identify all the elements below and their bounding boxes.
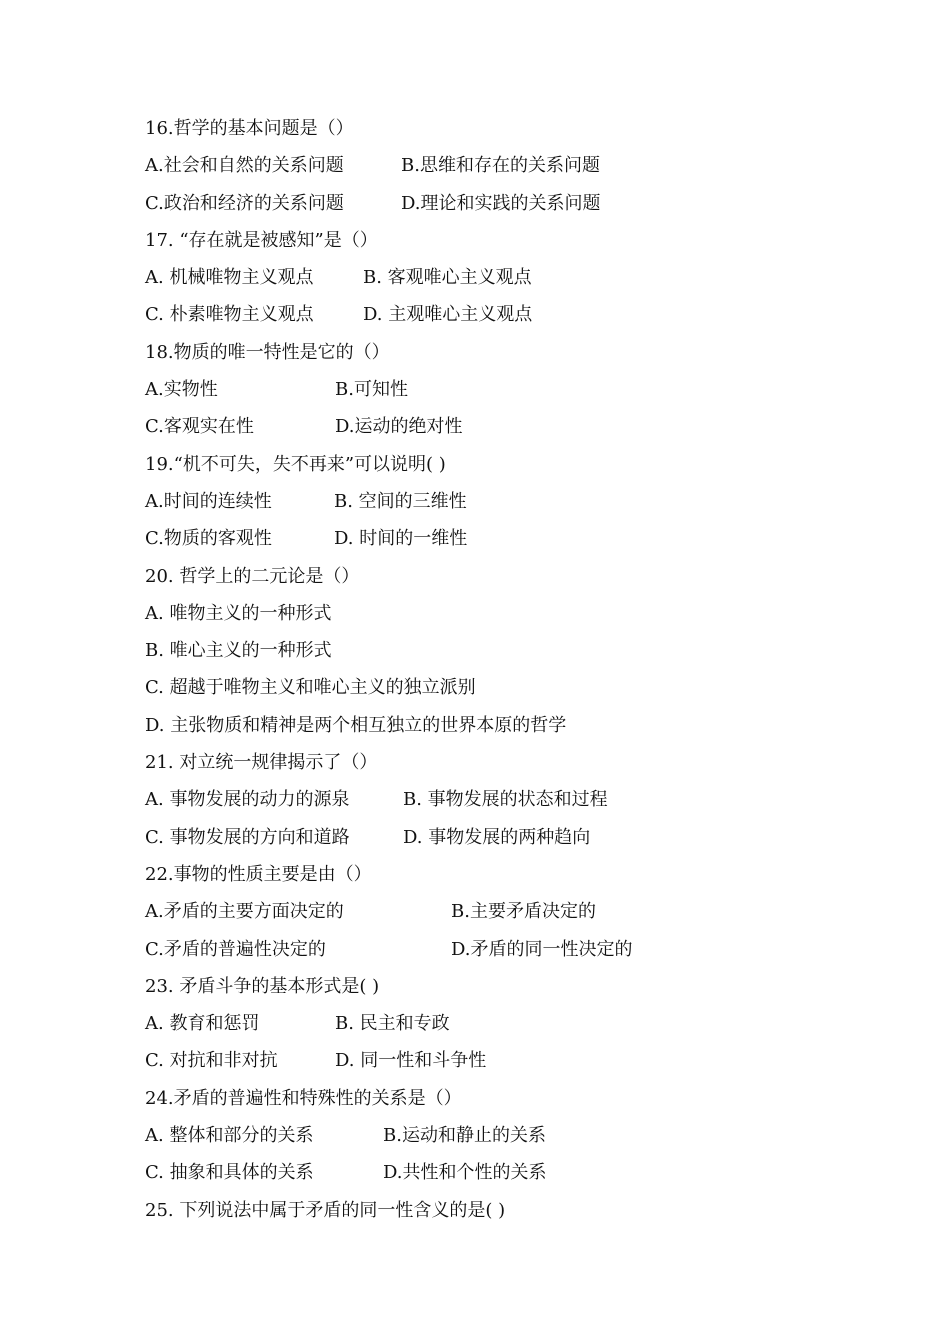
question-20-option-d: D. 主张物质和精神是两个相互独立的世界本原的哲学 xyxy=(145,714,567,736)
question-22-stem: 22.事物的性质主要是由（） xyxy=(145,863,372,885)
question-23-options-row-2 xyxy=(145,1042,865,1079)
option-b: B. 事物发展的状态和过程 xyxy=(403,789,608,811)
question-19-stem: 19.“机不可失，失不再来”可以说明( ) xyxy=(145,453,446,475)
option-a: A. 整体和部分的关系 xyxy=(145,1125,314,1147)
option-b: B. 空间的三维性 xyxy=(334,490,467,512)
question-21-stem: 21. 对立统一规律揭示了（） xyxy=(145,752,378,774)
question-24-options-row-1 xyxy=(145,1117,865,1154)
question-16-stem: 16.哲学的基本问题是（） xyxy=(145,118,354,139)
option-a: A.社会和自然的关系问题 xyxy=(145,155,344,177)
question-18-stem: 18.物质的唯一特性是它的（） xyxy=(145,341,390,363)
question-21-options-row-1 xyxy=(145,781,865,818)
option-c: C. 对抗和非对抗 xyxy=(145,1050,278,1072)
question-24-stem: 24.矛盾的普遍性和特殊性的关系是（） xyxy=(145,1087,462,1109)
question-22-options-row-1 xyxy=(145,893,865,930)
question-20-option-c: C. 超越于唯物主义和唯心主义的独立派别 xyxy=(145,677,476,699)
option-d: D.共性和个性的关系 xyxy=(383,1162,547,1184)
option-a: A. 教育和惩罚 xyxy=(145,1013,260,1035)
question-20-option-b: B. 唯心主义的一种形式 xyxy=(145,640,332,662)
option-d: D. 事物发展的两种趋向 xyxy=(403,826,591,848)
question-18-options-row-2 xyxy=(145,408,865,445)
option-c: C.矛盾的普遍性决定的 xyxy=(145,938,326,960)
question-list xyxy=(145,110,865,1229)
question-16-options-row-2 xyxy=(145,185,865,222)
question-19-options-row-2 xyxy=(145,520,865,557)
option-d: D. 主观唯心主义观点 xyxy=(363,304,533,326)
question-20-option-a: A. 唯物主义的一种形式 xyxy=(145,602,332,624)
question-23-stem: 23. 矛盾斗争的基本形式是( ) xyxy=(145,975,380,997)
option-a: A.实物性 xyxy=(145,379,218,401)
option-d: D. 时间的一维性 xyxy=(334,528,468,550)
question-25-stem: 25. 下列说法中属于矛盾的同一性含义的是( ) xyxy=(145,1199,506,1221)
question-20-stem: 20. 哲学上的二元论是（） xyxy=(145,565,360,587)
option-a: A. 事物发展的动力的源泉 xyxy=(145,789,350,811)
option-a: A.时间的连续性 xyxy=(145,490,272,512)
question-16-options-row-1 xyxy=(145,147,865,184)
option-a: A. 机械唯物主义观点 xyxy=(145,267,314,289)
option-d: D.理论和实践的关系问题 xyxy=(401,192,601,214)
option-b: B. 客观唯心主义观点 xyxy=(363,267,532,289)
option-d: D.矛盾的同一性决定的 xyxy=(451,938,633,960)
question-23-options-row-1 xyxy=(145,1005,865,1042)
question-19-options-row-1 xyxy=(145,483,865,520)
option-c: C.客观实在性 xyxy=(145,416,254,438)
option-b: B.可知性 xyxy=(335,379,408,401)
option-c: C.政治和经济的关系问题 xyxy=(145,192,344,214)
option-d: D.运动的绝对性 xyxy=(335,416,463,438)
question-17-stem: 17. “存在就是被感知”是（） xyxy=(145,229,378,251)
option-c: C. 事物发展的方向和道路 xyxy=(145,826,350,848)
option-c: C. 抽象和具体的关系 xyxy=(145,1162,314,1184)
option-d: D. 同一性和斗争性 xyxy=(335,1050,487,1072)
question-21-options-row-2 xyxy=(145,819,865,856)
question-24-options-row-2 xyxy=(145,1154,865,1191)
option-c: C. 朴素唯物主义观点 xyxy=(145,304,314,326)
question-18-options-row-1 xyxy=(145,371,865,408)
question-17-options-row-1 xyxy=(145,259,865,296)
option-b: B.思维和存在的关系问题 xyxy=(401,155,600,177)
question-17-options-row-2 xyxy=(145,296,865,333)
question-22-options-row-2 xyxy=(145,931,865,968)
option-b: B.运动和静止的关系 xyxy=(383,1125,546,1147)
option-b: B. 民主和专政 xyxy=(335,1013,450,1035)
option-a: A.矛盾的主要方面决定的 xyxy=(145,901,344,923)
option-c: C.物质的客观性 xyxy=(145,528,272,550)
option-b: B.主要矛盾决定的 xyxy=(451,901,596,923)
